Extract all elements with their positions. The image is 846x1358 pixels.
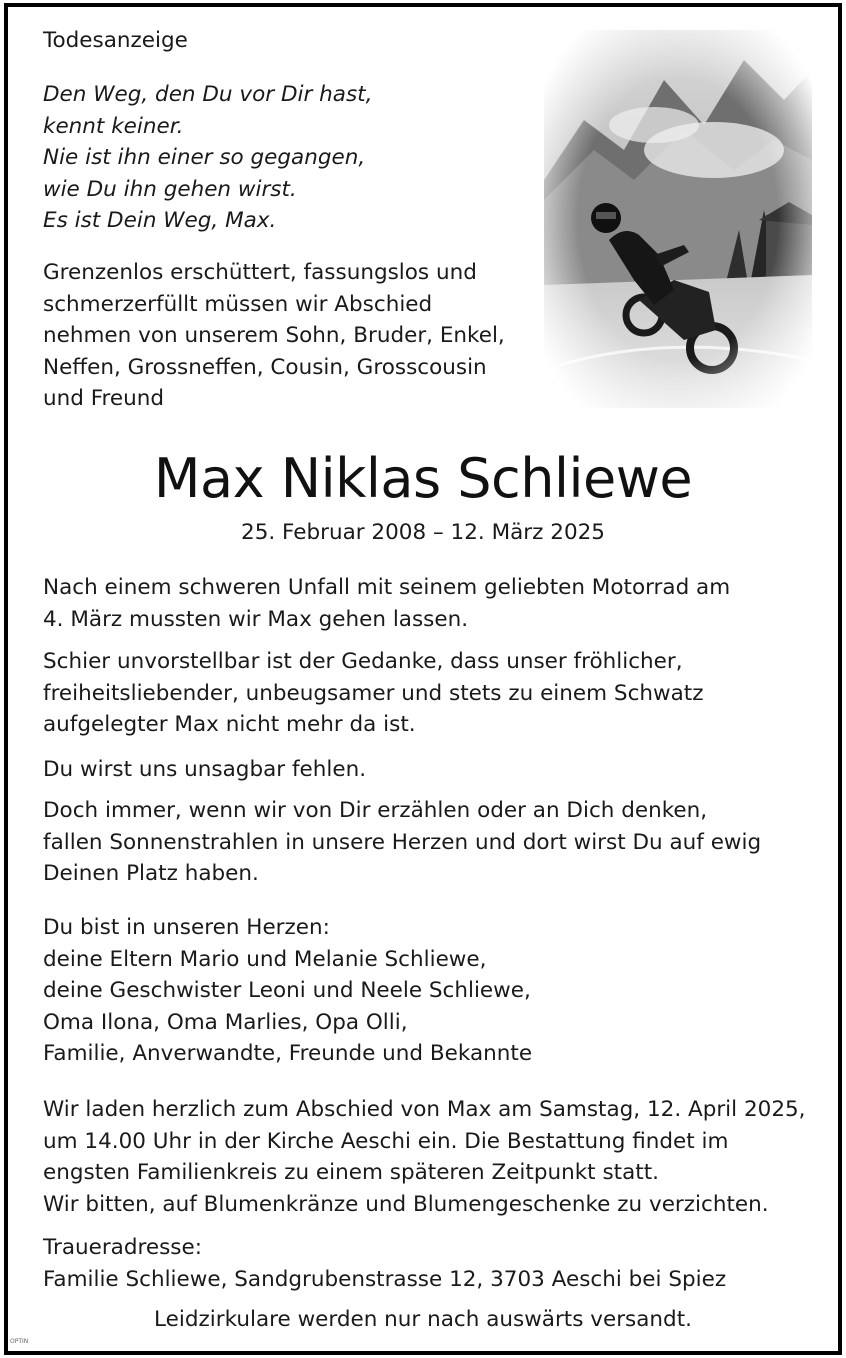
footer-note: Leidzirkulare werden nur nach auswärts versandt. <box>154 1307 692 1332</box>
mourners-list <box>43 912 532 1070</box>
life-dates: 25. Februar 2008 – 12. März 2025 <box>241 520 605 545</box>
poem-line: Es ist Dein Weg, Max. <box>43 208 277 233</box>
text-line: aufgelegter Max nicht mehr da ist. <box>43 712 416 737</box>
text-line: freiheitsliebender, unbeugsamer und stets zu einem Schwatz <box>43 680 704 706</box>
text-line: Nach einem schweren Unfall mit seinem geliebten Motorrad am <box>43 575 731 600</box>
ceremony-line: um 14.00 Uhr in der Kirche Aeschi ein. Die Bestattung findet im <box>43 1128 729 1154</box>
intro-line: nehmen von unserem Sohn, Bruder, Enkel, <box>43 323 505 348</box>
intro-line: Grenzenlos erschüttert, fassungslos und <box>43 260 477 285</box>
ceremony-line: Wir bitten, auf Blumenkränze und Blumengeschenke zu verzichten. <box>43 1191 769 1217</box>
mourning-address <box>43 1232 726 1295</box>
address-label: Traueradresse: <box>43 1235 202 1260</box>
body-paragraph-1 <box>43 572 730 635</box>
poem-line: kennt keiner. <box>43 113 184 139</box>
mourners-line: deine Eltern Mario und Melanie Schliewe, <box>43 946 487 972</box>
mourners-line: deine Geschwister Leoni und Neele Schliewe, <box>43 978 531 1003</box>
text-line: Deinen Platz haben. <box>43 861 259 886</box>
ceremony-info <box>43 1094 806 1220</box>
text-line: Du wirst uns unsagbar fehlen. <box>43 757 367 782</box>
poem <box>43 79 372 237</box>
ceremony-line: Wir laden herzlich zum Abschied von Max am Samstag, 12. April 2025, <box>43 1097 806 1122</box>
ceremony-line: engsten Familienkreis zu einem späteren Zeitpunkt statt. <box>43 1160 659 1185</box>
poem-line: wie Du ihn gehen wirst. <box>43 176 297 202</box>
motorcycle-photo <box>544 30 812 408</box>
body-paragraph-4 <box>43 795 761 890</box>
intro-line: schmerzerfüllt müssen wir Abschied <box>43 291 433 317</box>
notice-label: Todesanzeige <box>43 28 188 53</box>
mourners-line: Familie, Anverwandte, Freunde und Bekannte <box>43 1041 533 1066</box>
ad-code: OPTIN <box>10 1338 29 1345</box>
intro-line: Neffen, Grossneffen, Cousin, Grosscousin <box>43 354 487 380</box>
body-paragraph-2 <box>43 646 704 741</box>
poem-line: Nie ist ihn einer so gegangen, <box>43 145 366 170</box>
intro-text <box>43 257 505 415</box>
intro-line: und Freund <box>43 386 165 411</box>
poem-line: Den Weg, den Du vor Dir hast, <box>43 82 373 107</box>
address-value: Familie Schliewe, Sandgrubenstrasse 12, 3703 Aeschi bei Spiez <box>43 1266 727 1292</box>
text-line: 4. März mussten wir Max gehen lassen. <box>43 606 469 632</box>
body-paragraph-3 <box>43 754 366 786</box>
text-line: fallen Sonnenstrahlen in unsere Herzen und dort wirst Du auf ewig <box>43 829 762 855</box>
mourners-line: Du bist in unseren Herzen: <box>43 915 330 940</box>
mourners-line: Oma Ilona, Oma Marlies, Opa Olli, <box>43 1009 408 1035</box>
text-line: Schier unvorstellbar ist der Gedanke, dass unser fröhlicher, <box>43 649 683 674</box>
text-line: Doch immer, wenn wir von Dir erzählen oder an Dich denken, <box>43 798 708 823</box>
deceased-name: Max Niklas Schliewe <box>153 447 693 510</box>
